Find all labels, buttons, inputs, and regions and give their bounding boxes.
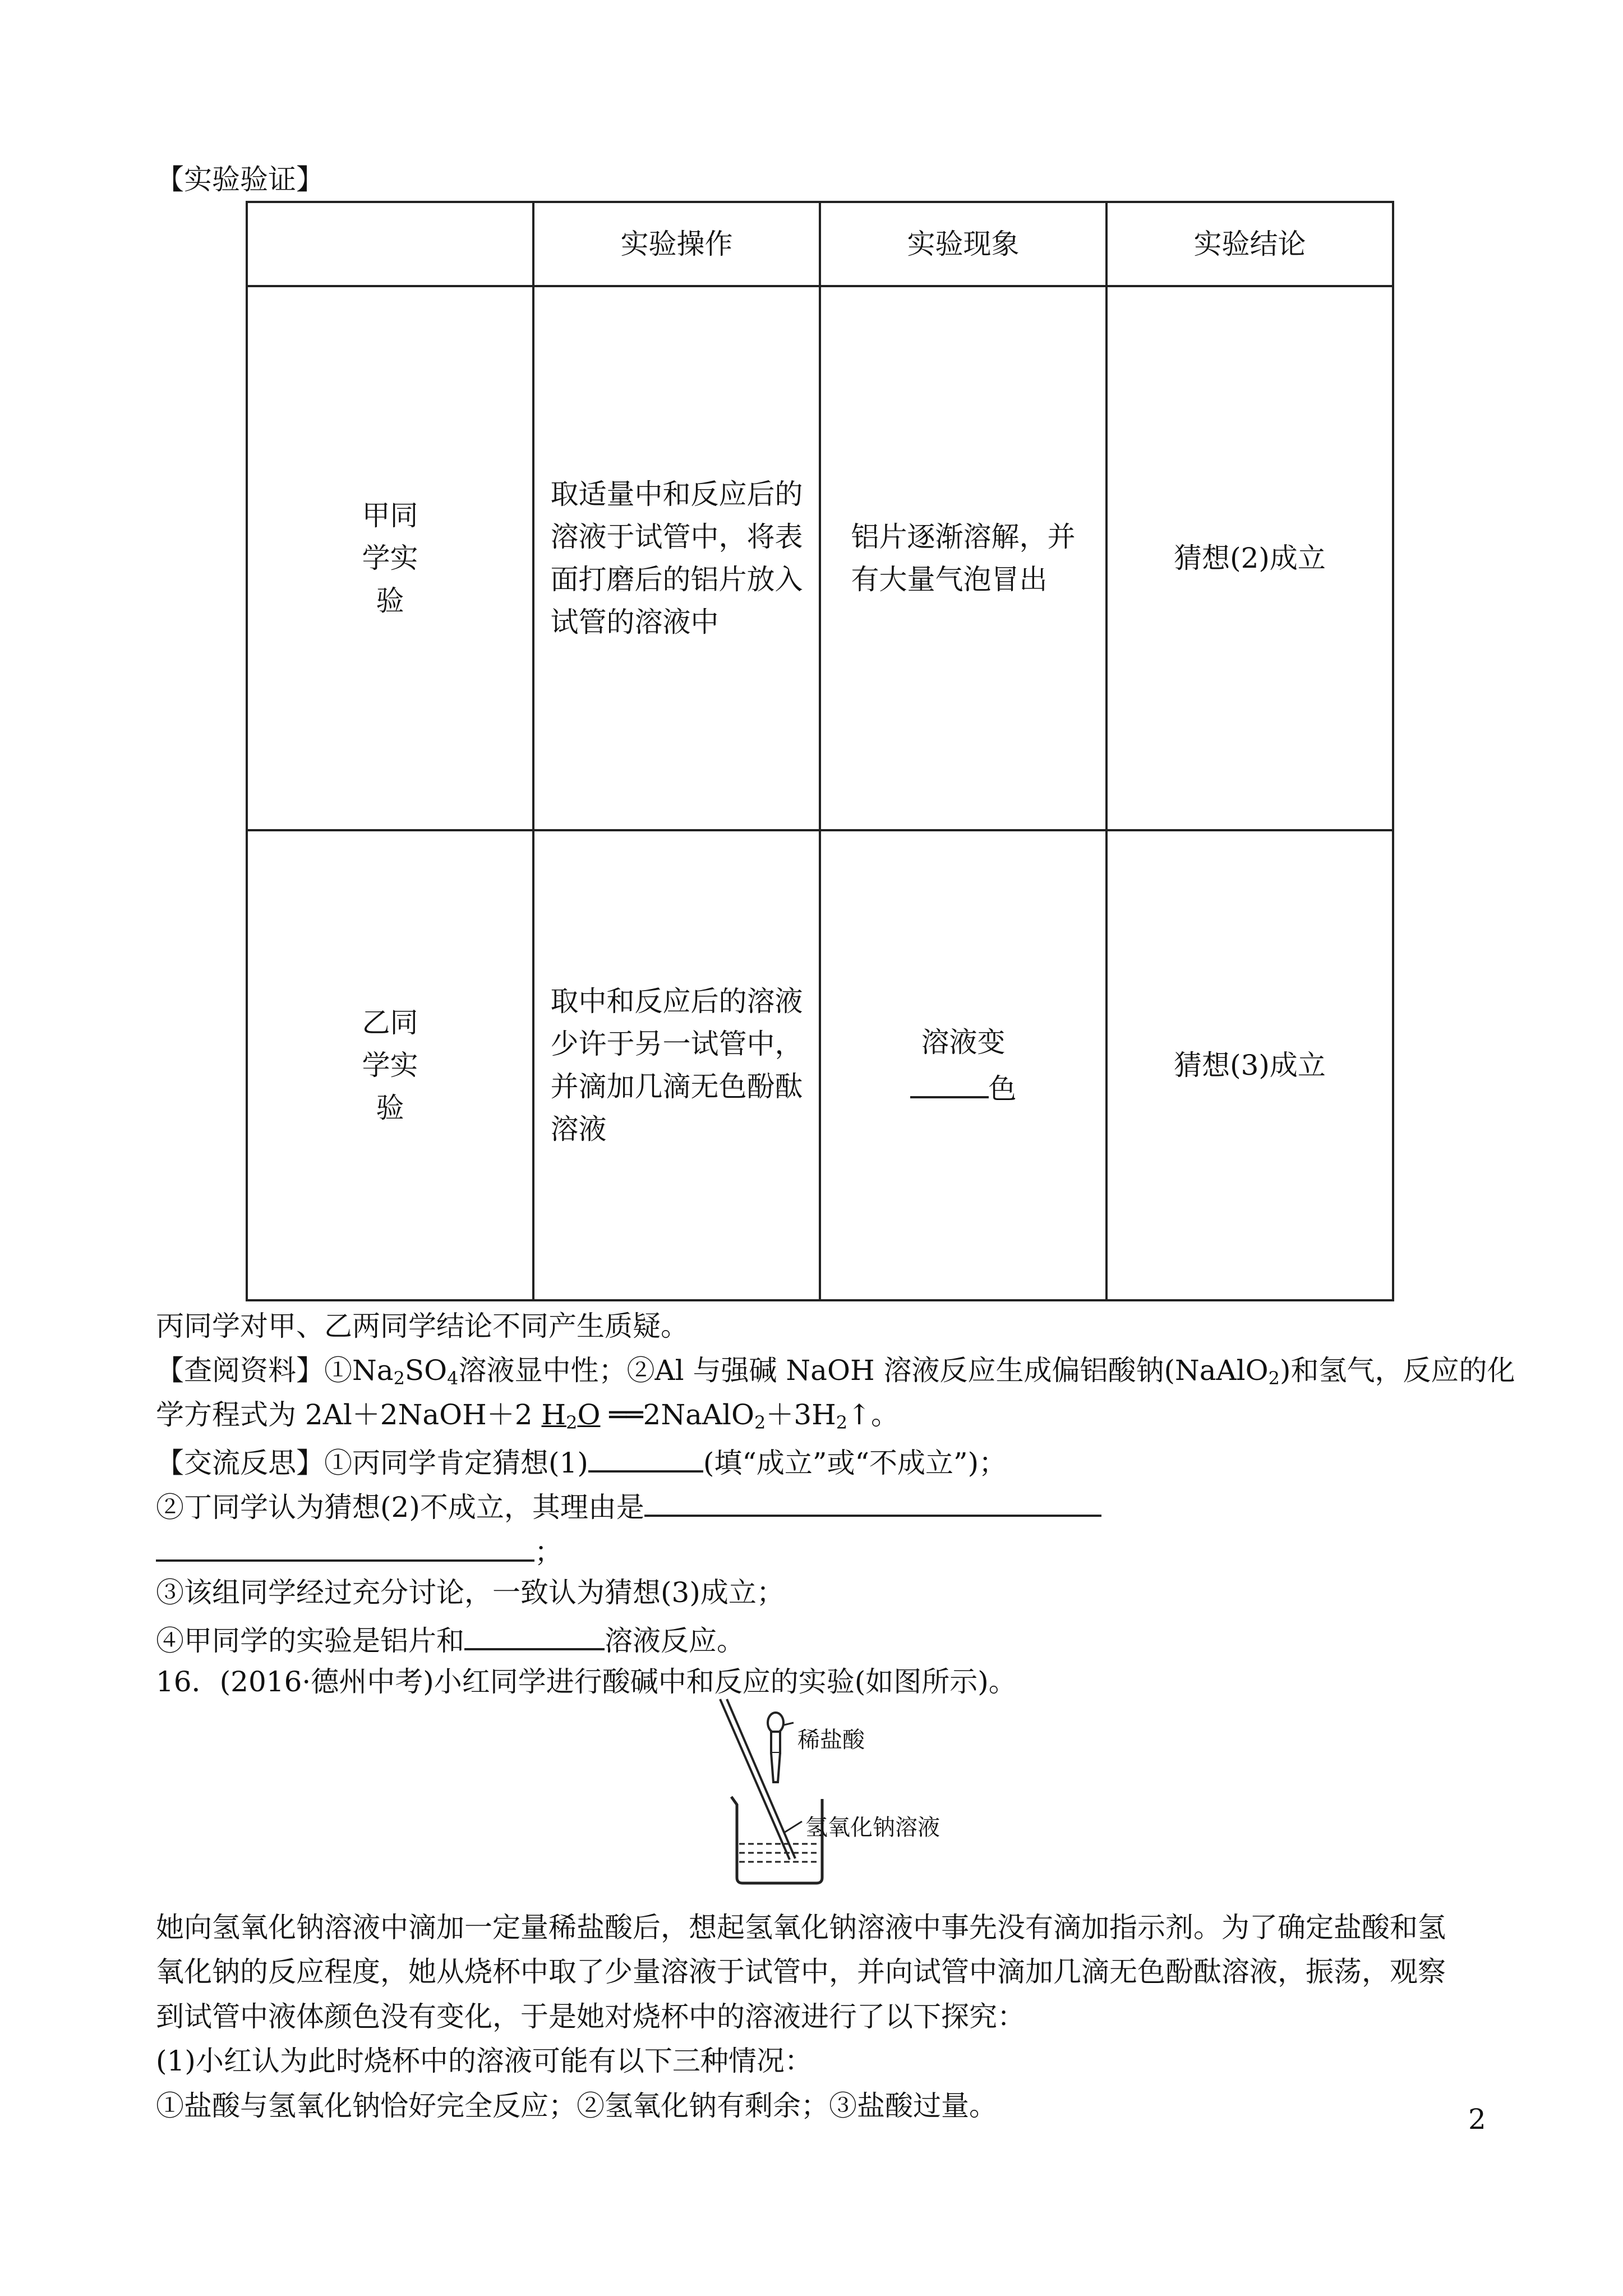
reflect-label: 【交流反思】: [156, 1447, 324, 1479]
reflect-q4: ④甲同学的实验是铝片和 溶液反应。: [156, 1616, 745, 1662]
table-header-cell: 实验结论: [1106, 202, 1393, 286]
q16-para-line-3: 到试管中液体颜色没有变化，于是她对烧杯中的溶液进行了以下探究：: [156, 2000, 1025, 2033]
water-formula: $H_2O$: [541, 1398, 601, 1433]
table-header-row: [247, 202, 1393, 286]
question-16-title: 16．(2016·德州中考)小红同学进行酸碱中和反应的实验(如图所示)。: [156, 1665, 1017, 1698]
answer-blank[interactable]: [156, 1527, 534, 1562]
reflect-q2-cont: ；: [156, 1527, 562, 1573]
table-row: [247, 830, 1393, 1300]
conclusion-cell: 猜想(3)成立: [1106, 830, 1393, 1300]
reflect-q2: ②丁同学认为猜想(2)不成立，其理由是: [156, 1482, 1101, 1529]
table-row: [247, 286, 1393, 830]
beaker-figure: [718, 1697, 940, 1890]
q16-para-line-2: 氧化钠的反应程度，她从烧杯中取了少量溶液于试管中，并向试管中滴加几滴无色酚酞溶液，振荡，观察: [156, 1955, 1446, 1988]
phenomenon-cell: 铝片逐渐溶解，并有大量气泡冒出: [820, 286, 1106, 830]
reflect-q3: ③该组同学经过充分讨论，一致认为猜想(3)成立；: [156, 1576, 785, 1609]
table-header-cell: 实验现象: [820, 202, 1106, 286]
dropper-bulb: [768, 1713, 783, 1733]
phenomenon-prefix: 溶液变: [921, 1025, 1006, 1059]
answer-blank[interactable]: [464, 1616, 605, 1650]
acid-label: 稀盐酸: [797, 1727, 865, 1753]
lookup-line-1: 【查阅资料】$①Na_2SO_4$溶液显中性；②Al 与强碱 NaOH 溶液反应生成偏铝酸钠(NaAlO$_2$)和氢气，反应的化: [156, 1354, 1515, 1389]
operation-cell: 取适量中和反应后的溶液于试管中，将表面打磨后的铝片放入试管的溶液中: [533, 286, 820, 830]
experiment-table: [246, 201, 1394, 1301]
answer-blank[interactable]: [588, 1438, 703, 1473]
answer-blank[interactable]: [644, 1482, 1101, 1517]
phenomenon-cell: [820, 830, 1106, 1300]
q16-sub-1-options: ①盐酸与氢氧化钠恰好完全反应；②氢氧化钠有剩余；③盐酸过量。: [156, 2090, 997, 2122]
q16-para-line-1: 她向氢氧化钠溶液中滴加一定量稀盐酸后，想起氢氧化钠溶液中事先没有滴加指示剂。为了确定盐酸和氢: [156, 1911, 1446, 1944]
table-header-cell: 实验操作: [533, 202, 820, 286]
base-label: 氢氧化钠溶液: [805, 1815, 940, 1841]
beaker-dropper-illustration: [718, 1697, 931, 1888]
row-name-cell: 甲同学实验: [247, 286, 533, 830]
lookup-label: 【查阅资料】: [156, 1354, 324, 1387]
operation-cell: 取中和反应后的溶液少许于另一试管中，并滴加几滴无色酚酞溶液: [533, 830, 820, 1300]
section-title: 【实验验证】: [156, 163, 324, 196]
conclusion-cell: 猜想(2)成立: [1106, 286, 1393, 830]
page-number: 2: [1468, 2103, 1486, 2136]
row-name-cell: 乙同学实验: [247, 830, 533, 1300]
table-header-cell: [247, 202, 533, 286]
doubt-line: 丙同学对甲、乙两同学结论不同产生质疑。: [156, 1310, 689, 1342]
lookup-line-2: 学方程式为 2Al＋2NaOH＋2 $H_2O$ $══2NaAlO_2+3H_2↑$。: [156, 1398, 900, 1433]
reflect-q1: 【交流反思】①丙同学肯定猜想(1) (填“成立”或“不成立”)；: [156, 1438, 1007, 1484]
q16-sub-1: (1)小红认为此时烧杯中的溶液可能有以下三种情况：: [156, 2045, 813, 2077]
answer-blank[interactable]: [910, 1064, 989, 1098]
phenomenon-suffix: 色: [988, 1072, 1017, 1105]
